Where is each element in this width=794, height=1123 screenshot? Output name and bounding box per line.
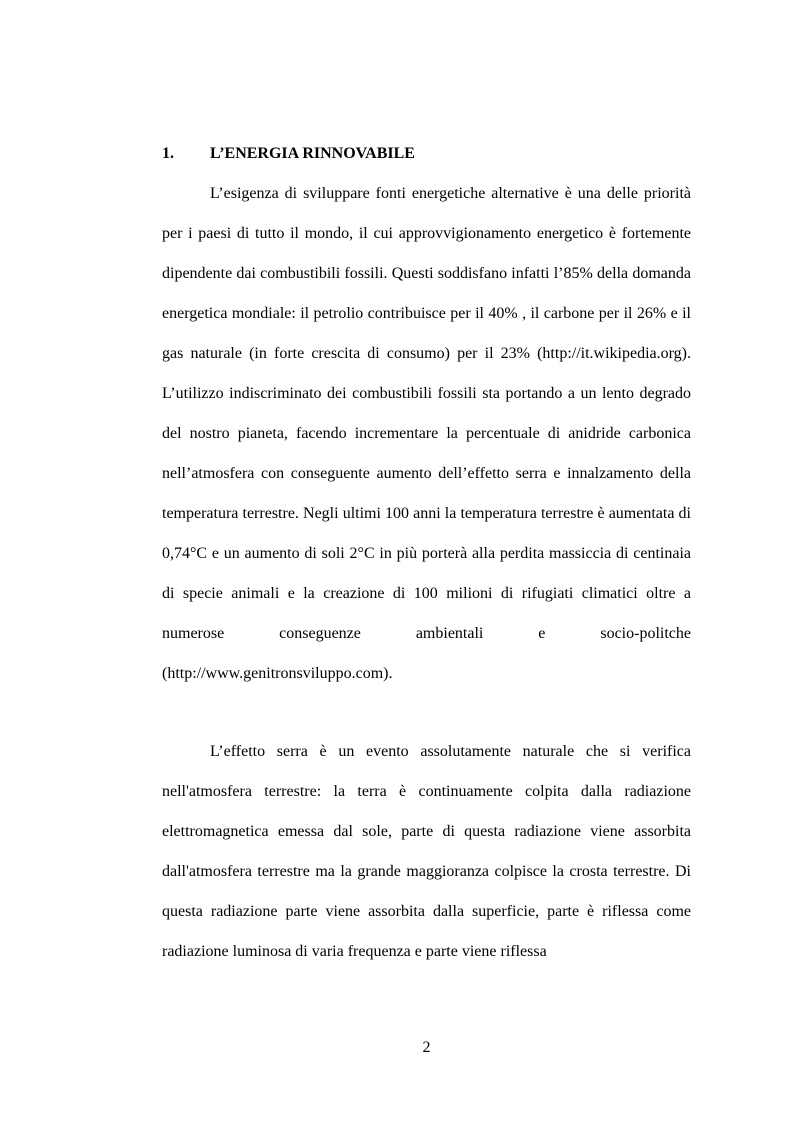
section-title: L’ENERGIA RINNOVABILE [210, 145, 415, 162]
page-number: 2 [422, 1039, 431, 1056]
section-number: 1. [162, 145, 174, 162]
body-text-block [162, 174, 691, 694]
section-heading [162, 144, 415, 164]
paragraph-greenhouse-effect: L’effetto serra è un evento assolutamente naturale che si verifica nell'atmosfera terrestre: la terra è continuamente colpita dalla radiazione elettromagnetica emessa dal sole, parte di questa radiazione viene assorbita dall'atmosfera terrestre ma la grande maggioranza colpisce la crosta terrestre. Di questa radiazione parte viene assorbita dalla superficie, parte è riflessa come radiazione luminosa di varia frequenza e parte viene riflessa [162, 743, 691, 960]
body-text-block [162, 732, 691, 972]
paragraph-renewable-energy: L’esigenza di sviluppare fonti energetiche alternative è una delle priorità per i paesi di tutto il mondo, il cui approvvigionamento energetico è fortemente dipendente dai combustibili fossili. Questi soddisfano infatti l’85% della domanda energetica mondiale: il petrolio contribuisce per il 40% , il carbone per il 26% e il gas naturale (in forte crescita di consumo) per il 23% (http://it.wikipedia.org). L’utilizzo indiscriminato dei combustibili fossili sta portando a un lento degrado del nostro pianeta, facendo incrementare la percentuale di anidride carbonica nell’atmosfera con conseguente aumento dell’effetto serra e innalzamento della temperatura terrestre. Negli ultimi 100 anni la temperatura terrestre è aumentata di 0,74°C e un aumento di soli 2°C in più porterà alla perdita massiccia di centinaia di specie animali e la creazione di 100 milioni di rifugiati climatici oltre a numerose conseguenze ambientali e socio-politche (http://www.genitronsviluppo.com). [162, 185, 691, 682]
